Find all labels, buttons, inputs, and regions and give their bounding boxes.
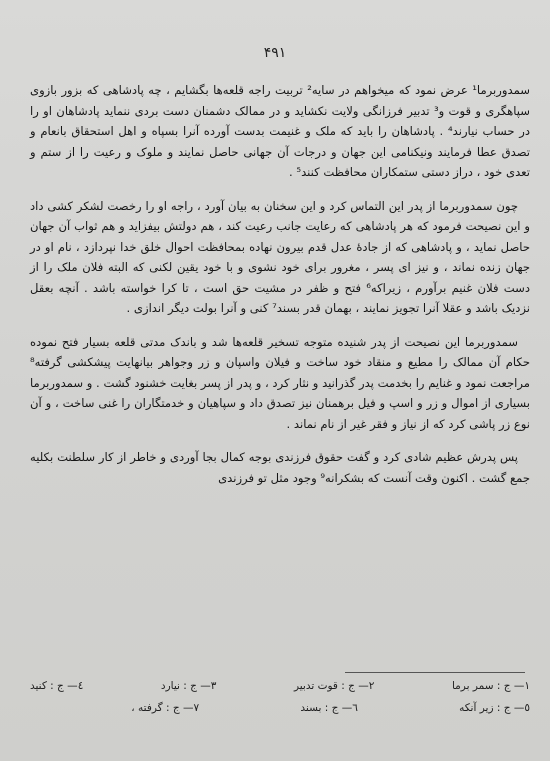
paragraph-1: سمدوربرما¹ عرض نمود که میخواهم در سایه² تربیت راجه قلعه‌ها بگشایم ، چه پادشاهی که بزور بازوی سپاهگری و قوت و³ تدبیر فرزانگی ولایت نکشاید و در ممالک دشمنان دست بردی ننماید پادشاهان او را در حساب نیارند⁴ . پادشاهان را باید که ملک و غنیمت بدست آورده آنرا بسپاه و اهل استحقاق بانعام و تصدق عطا فرمایند ونیکنامی این جهان و درجات آن جهانی حاصل نمایند و ملوک و رعیت را از ستم و تعدی خود ، دراز دستی ستمکاران محافظت کنند⁵ .	[30, 83, 530, 179]
main-text	[30, 80, 530, 501]
footnote-4: ٤— ج : کنید	[30, 680, 84, 692]
paragraph-4: پس پدرش عظیم شادی کرد و گفت حقوق فرزندی بوجه کمال بجا آوردی و خاطر از کار سلطنت بکلیه جمع گشت . اکنون وقت آنست که بشکرانه⁹ وجود مثل تو فرزندی	[30, 450, 530, 485]
footnote-7: ٧— ج : گرفته ،	[131, 702, 200, 714]
footnotes	[30, 680, 530, 724]
footnote-1: ١— ج : سمر برما	[451, 680, 530, 692]
footnote-row-2	[30, 702, 530, 724]
footnote-3: ٣— ج : نیارد	[160, 680, 217, 692]
footnote-row-1	[30, 680, 530, 702]
footnote-2: ٢— ج : قوت تدبیر	[293, 680, 375, 692]
footnote-5: ٥— ج : زیر آنکه	[459, 702, 530, 714]
footnote-separator	[345, 672, 525, 673]
paragraph-2: چون سمدوربرما از پدر این التماس کرد و این سخنان به بیان آورد ، راجه او را رخصت لشکر کشی داد و این نصیحت فرمود که هر پادشاهی که رعایت جانب رعیت کند ، هم دولتش بیفزاید و هم ثواب آن جهان حاصل نماید ، و پادشاهی که از جادهٔ عدل قدم بیرون نهاده بمحافظت احوال خلق خدا نپردازد ، نام او در جهان زنده نماند ، و نیز ای پسر ، مغرور برای خود نشوی و با خود یقین لکنی که البته فلان ملک را از دست فلان غنیم برآورم ، زیراکه⁶ فتح و ظفر در مشیت حق است ، تا کرا خواسته باشد . آنچه بعقل نزدیک باشد و عقلا آنرا تجویز نمایند ، بهمان قدر بسند⁷ کنی و آنرا بولت دیگر اندازی .	[30, 198, 530, 315]
footnote-6: ٦— ج : بسند	[300, 702, 358, 714]
page-number: ۴۹۱	[263, 45, 287, 61]
paragraph-3: سمدوربرما این نصیحت از پدر شنیده متوجه تسخیر قلعه‌ها شد و باندک مدتی قلعه بسیار فتح نموده حکام آن ممالک را مطیع و منقاد خود ساخت و فیلان واسپان و زر وجواهر بیانهایت پیشکشی گرفته⁸ مراجعت نمود و غنایم را بخدمت پدر گذرانید و نثار کرد ، و پدر از پسر بغایت خشنود گشت . و سمدوربرما بسیاری از اموال و زر و اسپ و فیل برهمنان نیز تصدق داد و سپاهیان و خدمتگاران را غنی ساخت ، و آن نوع زر پاشی کرد که از نیاز و فقر غیر از نام نماند .	[30, 334, 530, 431]
